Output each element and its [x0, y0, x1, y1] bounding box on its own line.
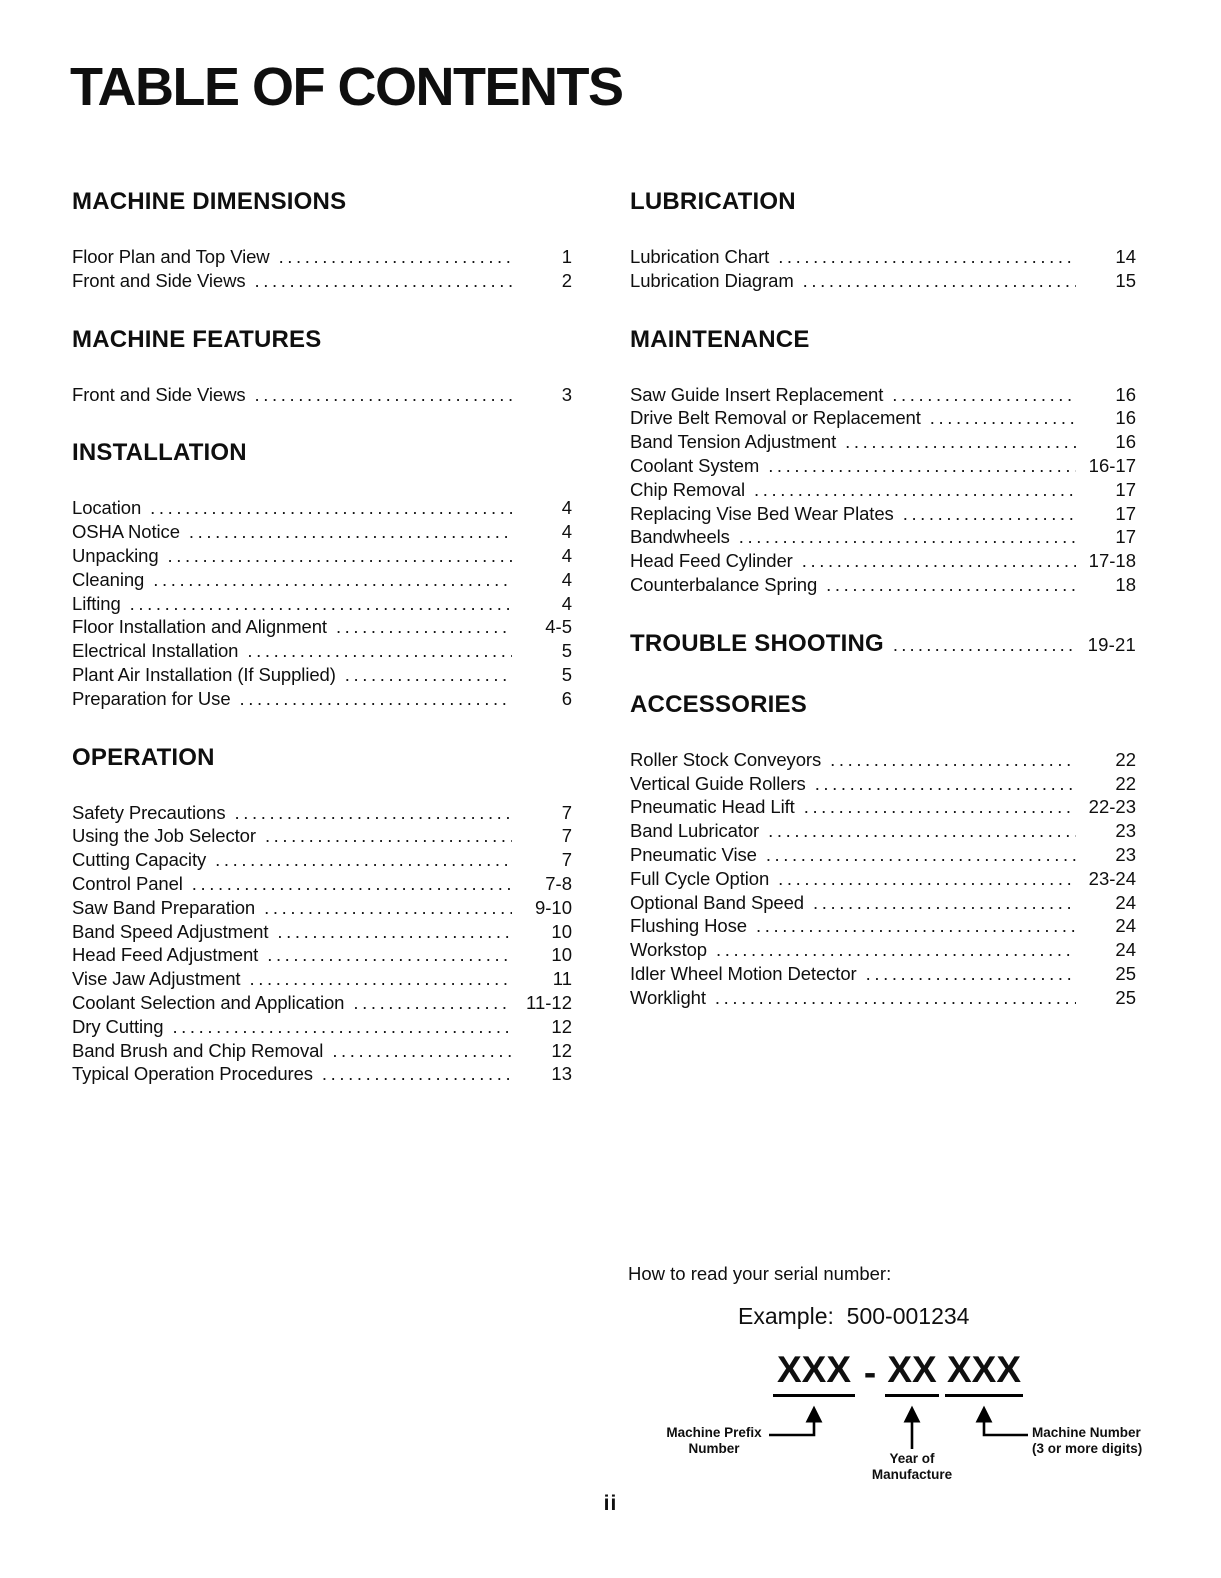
page-number: 7 — [561, 801, 572, 823]
toc-entry — [72, 1039, 572, 1063]
page-number: 24 — [1115, 915, 1136, 937]
toc-column-right — [630, 188, 1136, 1043]
page-number: 16 — [1115, 407, 1136, 429]
toc-column-left — [72, 188, 572, 1119]
section-title: LUBRICATION — [630, 188, 796, 215]
entry-label: Drive Belt Removal or Replacement — [630, 407, 921, 429]
dot-leader — [153, 568, 512, 592]
dot-leader — [249, 967, 512, 991]
entry-label: Band Lubricator — [630, 820, 760, 842]
toc-entry — [630, 914, 1136, 938]
page-number: 17 — [1115, 478, 1136, 500]
page-number: 10 — [551, 944, 572, 966]
machine-prefix-label — [644, 1425, 784, 1457]
dot-leader — [768, 819, 1076, 843]
toc-entry — [630, 245, 1136, 269]
page-number: 4 — [561, 521, 572, 543]
dot-leader — [892, 383, 1076, 407]
entry-label: Coolant Selection and Application — [72, 991, 345, 1013]
entry-label: Band Brush and Chip Removal — [72, 1039, 324, 1061]
toc-entry — [630, 573, 1136, 597]
dot-leader — [845, 430, 1076, 454]
toc-entry — [72, 848, 572, 872]
page-number: 24 — [1115, 891, 1136, 913]
page-number: 13 — [551, 1063, 572, 1085]
entry-label: Cleaning — [72, 568, 145, 590]
entry-label: Chip Removal — [630, 478, 745, 500]
section-title: INSTALLATION — [72, 439, 247, 467]
year-label-line2: Manufacture — [871, 1467, 953, 1482]
section-entries — [630, 245, 1136, 293]
toc-entry — [630, 406, 1136, 430]
entry-label: Optional Band Speed — [630, 891, 804, 913]
entry-label: Full Cycle Option — [630, 867, 770, 889]
toc-entry — [72, 991, 572, 1015]
dot-leader — [815, 772, 1076, 796]
page-number: 18 — [1115, 573, 1136, 595]
section-entries — [72, 383, 572, 407]
dot-leader — [893, 630, 1076, 658]
dot-leader — [766, 843, 1076, 867]
toc-entry — [630, 454, 1136, 478]
toc-entry — [630, 269, 1136, 293]
serial-prefix-group: XXX — [773, 1349, 855, 1397]
section-heading — [630, 188, 1136, 216]
page-number-footer: ii — [603, 1492, 618, 1515]
toc-section — [630, 630, 1136, 658]
dot-leader — [353, 991, 512, 1015]
section-heading — [630, 326, 1136, 354]
page-number: 1 — [561, 246, 572, 267]
section-heading — [72, 744, 572, 772]
page-number: 12 — [551, 1039, 572, 1061]
section-title: ACCESSORIES — [630, 690, 807, 718]
toc-entry — [630, 795, 1136, 819]
section-title: MACHINE FEATURES — [72, 325, 322, 353]
toc-section — [630, 691, 1136, 1010]
page-number: 2 — [561, 269, 572, 291]
dot-leader — [345, 663, 512, 687]
page-number: 22-23 — [1088, 796, 1136, 818]
page-number: 7-8 — [545, 872, 572, 894]
entry-label: Coolant System — [630, 454, 760, 476]
toc-entry — [630, 772, 1136, 796]
entry-label: Roller Stock Conveyors — [630, 748, 822, 770]
toc-entry — [72, 496, 572, 520]
toc-entry — [72, 872, 572, 896]
toc-entry — [630, 430, 1136, 454]
page-number: 16-17 — [1088, 454, 1136, 476]
section-entries — [72, 496, 572, 710]
page-number: 25 — [1115, 986, 1136, 1008]
toc-entry — [72, 544, 572, 568]
page-number: 17 — [1115, 526, 1136, 548]
toc-entry — [630, 962, 1136, 986]
page-number: 23 — [1115, 843, 1136, 865]
toc-entry — [72, 920, 572, 944]
entry-label: Front and Side Views — [72, 383, 246, 405]
toc-entry — [72, 663, 572, 687]
page-number: 4-5 — [545, 616, 572, 638]
toc-entry — [630, 525, 1136, 549]
dot-leader — [336, 615, 512, 639]
page-number: 19-21 — [1087, 633, 1136, 655]
entry-label: Vertical Guide Rollers — [630, 772, 806, 794]
section-entries — [72, 801, 572, 1087]
entry-label: Worklight — [630, 986, 706, 1008]
year-of-manufacture-label — [842, 1451, 982, 1483]
page-number: 17 — [1115, 502, 1136, 524]
toc-entry — [72, 896, 572, 920]
page-number: 23 — [1115, 820, 1136, 842]
serial-number-explainer — [628, 1255, 1198, 1490]
page-number: 11-12 — [526, 991, 572, 1013]
dot-leader — [754, 478, 1076, 502]
toc-section — [72, 744, 572, 1087]
page-number: 4 — [561, 544, 572, 566]
page-number: 16 — [1115, 431, 1136, 453]
dot-leader — [332, 1039, 512, 1063]
toc-entry — [72, 592, 572, 616]
section-title: MACHINE DIMENSIONS — [72, 188, 347, 215]
dot-leader — [826, 573, 1076, 597]
toc-section — [72, 439, 572, 710]
toc-entry — [72, 943, 572, 967]
dot-leader — [739, 525, 1076, 549]
toc-entry — [72, 824, 572, 848]
page-number: 23-24 — [1088, 867, 1136, 889]
entry-label: Floor Installation and Alignment — [72, 616, 327, 638]
entry-label: Dry Cutting — [72, 1015, 164, 1037]
machine-prefix-label-line1: Machine Prefix — [666, 1425, 762, 1440]
entry-label: Safety Precautions — [72, 801, 226, 823]
toc-entry — [72, 520, 572, 544]
page-number: 5 — [561, 640, 572, 662]
page-number: 22 — [1115, 748, 1136, 770]
page-number: 9-10 — [534, 896, 572, 918]
dot-leader — [803, 269, 1076, 293]
toc-entry — [72, 568, 572, 592]
dot-leader — [903, 502, 1076, 526]
entry-label: Pneumatic Vise — [630, 843, 757, 865]
dot-leader — [804, 795, 1076, 819]
page-number: 16 — [1115, 383, 1136, 405]
entry-label: Cutting Capacity — [72, 849, 207, 871]
toc-entry — [72, 615, 572, 639]
entry-label: Front and Side Views — [72, 269, 246, 291]
entry-label: Saw Guide Insert Replacement — [630, 383, 884, 405]
machine-number-label — [1032, 1425, 1192, 1457]
section-entries — [630, 383, 1136, 597]
dot-leader — [130, 592, 512, 616]
entry-label: Workstop — [630, 939, 707, 961]
dot-leader — [778, 245, 1076, 269]
entry-label: Idler Wheel Motion Detector — [630, 962, 857, 984]
entry-label: Unpacking — [72, 544, 159, 566]
dot-leader — [264, 896, 512, 920]
page-number: 3 — [561, 383, 572, 405]
toc-entry — [72, 967, 572, 991]
year-label-line1: Year of — [889, 1451, 935, 1466]
dot-leader — [778, 867, 1076, 891]
page-number: 17-18 — [1088, 550, 1136, 572]
section-heading — [72, 439, 572, 467]
serial-example-text: Example: 500-001234 — [738, 1303, 970, 1329]
section-heading — [72, 188, 572, 216]
serial-intro-text: How to read your serial number: — [628, 1263, 892, 1284]
toc-entry — [72, 801, 572, 825]
toc-entry — [630, 748, 1136, 772]
entry-label: Control Panel — [72, 872, 183, 894]
dot-leader — [866, 962, 1076, 986]
page-number: 6 — [561, 687, 572, 709]
dot-leader — [150, 496, 512, 520]
dot-leader — [322, 1062, 512, 1086]
entry-label: Pneumatic Head Lift — [630, 796, 795, 818]
toc-section — [72, 326, 572, 407]
toc-entry — [72, 383, 572, 407]
entry-label: Counterbalance Spring — [630, 573, 818, 595]
entry-label: Electrical Installation — [72, 640, 239, 662]
entry-label: Typical Operation Procedures — [72, 1063, 313, 1085]
dot-leader — [716, 938, 1076, 962]
entry-label: Saw Band Preparation — [72, 896, 256, 918]
dot-leader — [715, 986, 1076, 1010]
toc-entry — [72, 1015, 572, 1039]
page-number: 10 — [551, 920, 572, 942]
entry-label: Lubrication Chart — [630, 246, 770, 267]
toc-entry — [72, 269, 572, 293]
entry-label: Replacing Vise Bed Wear Plates — [630, 502, 894, 524]
toc-entry — [630, 478, 1136, 502]
toc-section — [630, 188, 1136, 293]
toc-entry — [630, 549, 1136, 573]
serial-dash: - — [863, 1352, 877, 1393]
entry-label: Floor Plan and Top View — [72, 246, 270, 267]
page-number: 7 — [561, 825, 572, 847]
page-number: 11 — [552, 968, 572, 990]
dot-leader — [189, 520, 512, 544]
dot-leader — [247, 639, 512, 663]
section-heading — [630, 691, 1136, 719]
dot-leader — [267, 943, 512, 967]
page-number: 24 — [1115, 939, 1136, 961]
machine-number-label-line1: Machine Number — [1032, 1425, 1141, 1440]
dot-leader — [756, 914, 1076, 938]
toc-entry — [630, 819, 1136, 843]
entry-label: OSHA Notice — [72, 521, 180, 543]
entry-label: Plant Air Installation (If Supplied) — [72, 663, 336, 685]
toc-entry — [630, 843, 1136, 867]
section-entries — [72, 245, 572, 293]
page-number: 14 — [1115, 246, 1136, 267]
machine-prefix-label-line2: Number — [688, 1441, 740, 1456]
toc-entry — [72, 245, 572, 269]
page-number: 4 — [561, 592, 572, 614]
section-entries — [630, 748, 1136, 1010]
toc-entry — [630, 383, 1136, 407]
section-heading — [630, 630, 1136, 658]
dot-leader — [265, 824, 512, 848]
serial-number-group: XXX — [945, 1349, 1023, 1397]
serial-year-group: XX — [885, 1349, 939, 1397]
section-title: OPERATION — [72, 743, 215, 771]
toc-entry — [630, 502, 1136, 526]
page-number: 12 — [551, 1015, 572, 1037]
entry-label: Lifting — [72, 592, 121, 614]
entry-label: Vise Jaw Adjustment — [72, 968, 241, 990]
toc-entry — [630, 986, 1136, 1010]
dot-leader — [215, 848, 512, 872]
dot-leader — [813, 891, 1076, 915]
dot-leader — [168, 544, 512, 568]
page-number: 4 — [561, 568, 572, 590]
entry-label: Preparation for Use — [72, 687, 231, 709]
machine-number-label-line2: (3 or more digits) — [1032, 1441, 1143, 1456]
dot-leader — [172, 1015, 512, 1039]
dot-leader — [240, 687, 512, 711]
dot-leader — [930, 406, 1076, 430]
entry-label: Head Feed Adjustment — [72, 944, 259, 966]
entry-label: Band Tension Adjustment — [630, 431, 837, 453]
page-number: 7 — [561, 849, 572, 871]
dot-leader — [277, 920, 512, 944]
toc-section — [72, 188, 572, 293]
entry-label: Bandwheels — [630, 526, 730, 548]
dot-leader — [830, 748, 1076, 772]
section-heading — [72, 326, 572, 354]
entry-label: Location — [72, 497, 142, 519]
toc-entry — [72, 1062, 572, 1086]
page-number: 15 — [1115, 269, 1136, 291]
page-number: 4 — [561, 497, 572, 519]
entry-label: Band Speed Adjustment — [72, 920, 269, 942]
dot-leader — [768, 454, 1076, 478]
entry-label: Using the Job Selector — [72, 825, 256, 847]
entry-label: Flushing Hose — [630, 915, 747, 937]
dot-leader — [192, 872, 512, 896]
toc-entry — [72, 639, 572, 663]
dot-leader — [802, 549, 1076, 573]
dot-leader — [279, 245, 512, 269]
toc-entry — [630, 867, 1136, 891]
toc-entry — [72, 687, 572, 711]
section-title: MAINTENANCE — [630, 325, 810, 353]
toc-section — [630, 326, 1136, 597]
toc-entry — [630, 938, 1136, 962]
toc-entry — [630, 891, 1136, 915]
page-title: TABLE OF CONTENTS — [70, 57, 623, 117]
dot-leader — [255, 383, 512, 407]
dot-leader — [255, 269, 512, 293]
page-number: 5 — [561, 663, 572, 685]
section-title: TROUBLE SHOOTING — [630, 629, 884, 657]
page-number: 25 — [1115, 962, 1136, 984]
entry-label: Lubrication Diagram — [630, 269, 794, 291]
dot-leader — [234, 801, 512, 825]
entry-label: Head Feed Cylinder — [630, 550, 793, 572]
page-number: 22 — [1115, 772, 1136, 794]
